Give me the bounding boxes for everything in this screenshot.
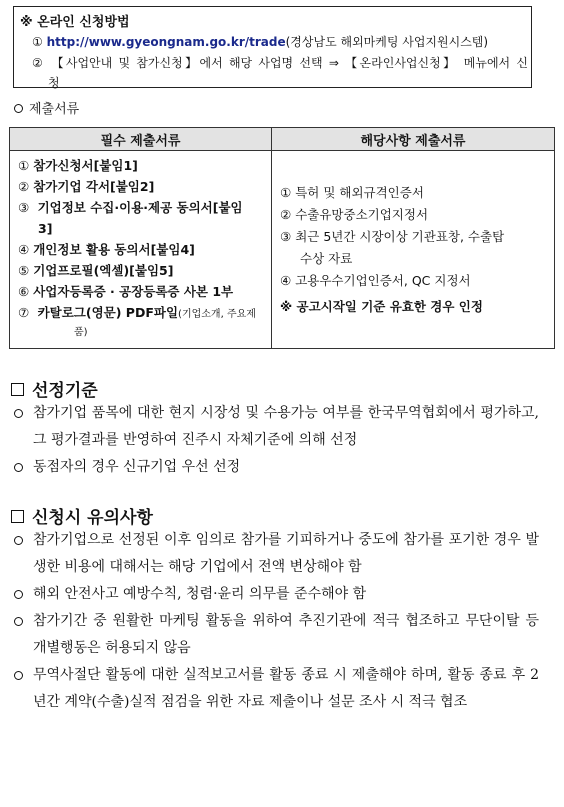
- hollow-circle-bullet-icon: [14, 536, 23, 545]
- online-step-2-continued: 청: [48, 76, 60, 90]
- documents-label-line: [14, 98, 79, 117]
- list-item: ⑤ 기업프로필(엑셀)[붙임5]: [18, 263, 174, 278]
- checkbox-square-icon: [11, 383, 24, 396]
- hollow-circle-bullet-icon: [14, 409, 23, 418]
- notice-item-4: 무역사절단 활동에 대한 실적보고서를 활동 종료 시 제출해야 하며, 활동 종료 후 2년간 계약(수출)실적 점검을 위한 자료 제출이나 설문 조사 시 적극 협조: [14, 662, 539, 716]
- notice-item-1: 참가기업으로 선정된 이후 임의로 참가를 기피하거나 중도에 참가를 포기한 경우 발생한 비용에 대해서는 해당 기업에서 전액 변상해야 함: [14, 527, 539, 581]
- optional-documents-header: 해당사항 제출서류: [272, 128, 555, 151]
- notice-title: 신청시 유의사항: [32, 508, 153, 528]
- list-item: ② 수출유망중소기업지정서: [280, 206, 429, 222]
- online-step-2: [32, 53, 528, 74]
- hollow-circle-bullet-icon: [14, 463, 23, 472]
- required-documents-header: 필수 제출서류: [10, 128, 272, 151]
- optional-documents-cell: [272, 151, 555, 349]
- validity-note: ※ 공고시작일 기준 유효한 경우 인정: [280, 298, 483, 314]
- list-item: ② 참가기업 각서[붙임2]: [18, 179, 155, 194]
- step-2-text: 【사업안내 및 참가신청】에서 해당 사업명 선택 ⇒ 【온라인사업신청】 메뉴에서 신: [51, 56, 528, 70]
- online-heading: ※ 온라인 신청방법: [20, 15, 130, 30]
- list-item: ⑦ 카탈로그(영문) PDF파일(기업소개, 주요제 품): [18, 305, 256, 338]
- required-documents-list: [10, 151, 271, 341]
- selection-title: 선정기준: [32, 381, 98, 401]
- list-item: ① 특허 및 해외규격인증서: [280, 184, 424, 200]
- step-1-description: (경상남도 해외마케팅 사업지원시스템): [285, 35, 489, 49]
- optional-documents-list: [272, 182, 554, 318]
- selection-item-2: 동점자의 경우 신규기업 우선 선정: [14, 454, 539, 481]
- step-2-number: ②: [32, 56, 46, 70]
- selection-criteria-heading: [11, 376, 98, 401]
- list-item: ④ 개인정보 활용 동의서[붙임4]: [18, 242, 195, 257]
- checkbox-square-icon: [11, 510, 24, 523]
- step-1-number: ①: [32, 35, 43, 49]
- documents-label: 제출서류: [29, 102, 80, 117]
- online-step-1: [32, 33, 488, 50]
- hollow-circle-bullet-icon: [14, 590, 23, 599]
- list-item: ⑥ 사업자등록증 · 공장등록증 사본 1부: [18, 284, 234, 299]
- notice-item-3: 참가기간 중 원활한 마케팅 활동을 위하여 추진기관에 적극 협조하고 무단이탈 등 개별행동은 허용되지 않음: [14, 608, 539, 662]
- list-item: ④ 고용우수기업인증서, QC 지정서: [280, 272, 471, 288]
- notice-item-2: 해외 안전사고 예방수칙, 청렴·윤리 의무를 준수해야 함: [14, 581, 539, 608]
- notice-heading: [11, 503, 153, 528]
- list-item: ③ 최근 5년간 시장이상 기관표창, 수출탑 수상 자료: [280, 228, 505, 266]
- online-application-box: [13, 6, 532, 88]
- selection-item-1: 참가기업 품목에 대한 현지 시장성 및 수용가능 여부를 한국무역협회에서 평가하고, 그 평가결과를 반영하여 진주시 자체기준에 의해 선정: [14, 400, 539, 454]
- list-item: ③ 기업정보 수집·이용·제공 동의서[붙임 3]: [18, 200, 243, 236]
- list-item: ① 참가신청서[붙임1]: [18, 158, 138, 173]
- hollow-circle-bullet-icon: [14, 617, 23, 626]
- hollow-circle-bullet-icon: [14, 104, 23, 113]
- gyeongnam-trade-link[interactable]: http://www.gyeongnam.go.kr/trade: [46, 35, 286, 49]
- documents-table: [9, 127, 555, 349]
- required-documents-cell: [10, 151, 272, 349]
- hollow-circle-bullet-icon: [14, 671, 23, 680]
